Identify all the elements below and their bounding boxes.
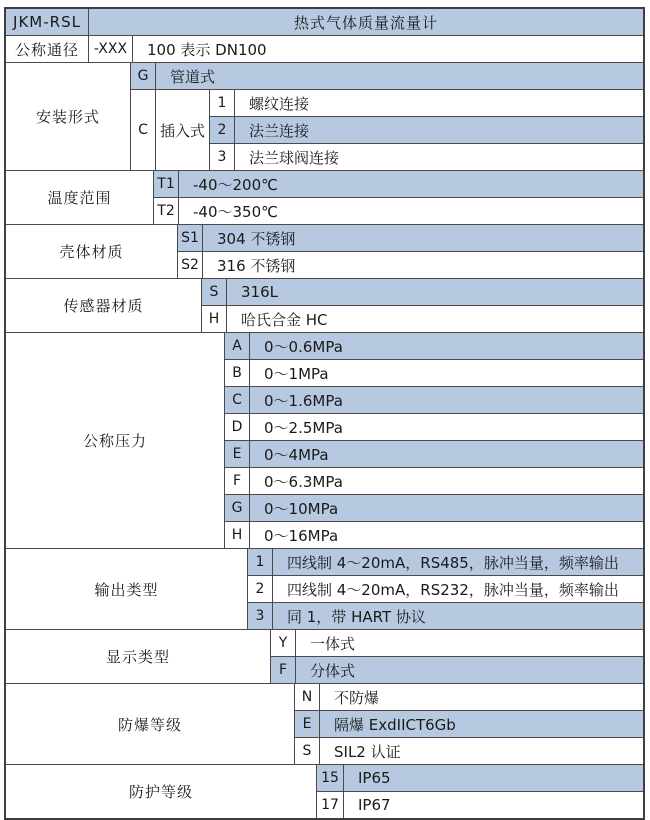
option-desc: 隔爆 ExdIICT6Gb	[334, 715, 456, 734]
section-nominal-pressure	[6, 332, 643, 548]
section-rows	[202, 279, 643, 332]
option-desc: IP65	[358, 769, 391, 787]
option-row	[271, 656, 643, 683]
option-row	[210, 90, 643, 116]
section-rows	[317, 765, 643, 818]
option-code: 1	[210, 90, 235, 116]
option-desc: 0～1.6MPa	[264, 391, 343, 410]
option-row	[248, 575, 643, 602]
option-code: 2	[248, 576, 273, 602]
option-desc: 四线制 4～20mA，RS232，脉冲当量，频率输出	[287, 580, 619, 599]
option-code: S	[202, 279, 227, 305]
option-desc: 法兰连接	[249, 121, 310, 140]
option-row	[295, 737, 643, 764]
option-code: T2	[154, 198, 179, 224]
option-desc: 0～1MPa	[264, 364, 329, 383]
option-row	[202, 305, 643, 332]
section-sensor-material	[6, 278, 643, 332]
option-code: 15	[317, 765, 344, 791]
option-code: H	[202, 306, 227, 332]
section-rows	[248, 549, 643, 629]
option-row	[225, 494, 643, 521]
section-label: 壳体材质	[6, 225, 178, 278]
section-label: 安装形式	[6, 63, 131, 170]
section-label: 传感器材质	[6, 279, 202, 332]
section-rows	[295, 684, 643, 764]
section-label: 温度范围	[6, 171, 154, 224]
option-row	[178, 225, 643, 251]
option-desc: 管道式	[170, 67, 216, 86]
option-row	[225, 359, 643, 386]
product-title: 热式气体质量流量计	[89, 9, 643, 35]
option-row	[225, 413, 643, 440]
option-row	[131, 63, 643, 89]
section-nominal-diameter	[6, 35, 643, 62]
section-label: 显示类型	[6, 630, 271, 683]
section-install-type	[6, 62, 643, 170]
option-row	[178, 251, 643, 278]
option-row	[225, 521, 643, 548]
option-code: N	[295, 684, 320, 710]
option-row	[210, 116, 643, 143]
option-desc: SIL2 认证	[334, 742, 401, 761]
section-rows	[154, 171, 643, 224]
option-desc: 316L	[241, 283, 278, 301]
section-label: 防护等级	[6, 765, 317, 818]
option-code: G	[225, 495, 250, 521]
option-desc: -40～200℃	[193, 175, 278, 194]
section-label: 公称通径	[6, 36, 89, 62]
option-desc: -40～350℃	[193, 202, 278, 221]
option-code: T1	[154, 171, 179, 197]
generic-sections	[6, 170, 643, 818]
insert-type-label: 插入式	[156, 90, 210, 170]
option-row	[271, 630, 643, 656]
option-row	[317, 791, 643, 818]
section-housing-material	[6, 224, 643, 278]
option-row	[154, 197, 643, 224]
option-code: S	[295, 738, 320, 764]
option-desc: IP67	[358, 796, 391, 814]
option-row	[295, 710, 643, 737]
option-desc: 同 1，带 HART 协议	[287, 607, 426, 626]
option-desc: 不防爆	[334, 688, 380, 707]
option-row	[295, 684, 643, 710]
insert-group	[131, 89, 643, 170]
option-row	[225, 440, 643, 467]
option-code: E	[225, 441, 250, 467]
option-desc: 0～4MPa	[264, 445, 329, 464]
option-code: D	[225, 414, 250, 440]
option-desc: 哈氏合金 HC	[241, 310, 328, 329]
option-desc: 316 不锈钢	[217, 256, 296, 275]
section-rows	[271, 630, 643, 683]
option-code: C	[131, 90, 156, 170]
model-code: JKM-RSL	[6, 9, 89, 35]
option-code: S2	[178, 252, 203, 278]
option-row	[154, 171, 643, 197]
option-row	[225, 467, 643, 494]
section-output-type	[6, 548, 643, 629]
option-code: 17	[317, 792, 344, 818]
option-code: E	[295, 711, 320, 737]
option-desc: 一体式	[310, 634, 356, 653]
option-row	[225, 333, 643, 359]
section-rows	[225, 333, 643, 548]
option-row	[202, 279, 643, 305]
section-label: 公称压力	[6, 333, 225, 548]
option-row	[225, 386, 643, 413]
option-code: F	[271, 657, 296, 683]
option-code: 1	[248, 549, 273, 575]
option-desc: 螺纹连接	[249, 94, 310, 113]
option-desc: 0～16MPa	[264, 526, 339, 545]
option-desc: 法兰球阀连接	[249, 148, 340, 167]
option-desc: 0～10MPa	[264, 499, 339, 518]
option-code: 3	[248, 603, 273, 629]
section-display-type	[6, 629, 643, 683]
option-code: 3	[210, 144, 235, 170]
spec-table	[4, 7, 645, 820]
option-desc: 100 表示 DN100	[147, 40, 267, 59]
option-code: B	[225, 360, 250, 386]
insert-options	[210, 90, 643, 170]
option-code: H	[225, 522, 250, 548]
section-temperature-range	[6, 170, 643, 224]
option-desc: 0～2.5MPa	[264, 418, 343, 437]
section-label: 防爆等级	[6, 684, 295, 764]
option-code: Y	[271, 630, 296, 656]
option-desc: 304 不锈钢	[217, 229, 296, 248]
option-code: G	[131, 63, 156, 89]
section-protection-rating	[6, 764, 643, 818]
option-desc: 0～6.3MPa	[264, 472, 343, 491]
option-code: S1	[178, 225, 203, 251]
option-code: F	[225, 468, 250, 494]
option-desc: 四线制 4～20mA，RS485，脉冲当量，频率输出	[287, 553, 619, 572]
header-row	[6, 9, 643, 35]
option-row	[248, 549, 643, 575]
section-explosion-proof-rating	[6, 683, 643, 764]
option-row	[210, 143, 643, 170]
option-code: C	[225, 387, 250, 413]
option-code: A	[225, 333, 250, 359]
section-label: 输出类型	[6, 549, 248, 629]
option-desc: 0～0.6MPa	[264, 337, 343, 356]
option-row	[248, 602, 643, 629]
option-code: 2	[210, 117, 235, 143]
option-desc: 分体式	[310, 661, 356, 680]
option-code: -XXX	[89, 36, 133, 62]
option-row	[317, 765, 643, 791]
section-rows	[178, 225, 643, 278]
